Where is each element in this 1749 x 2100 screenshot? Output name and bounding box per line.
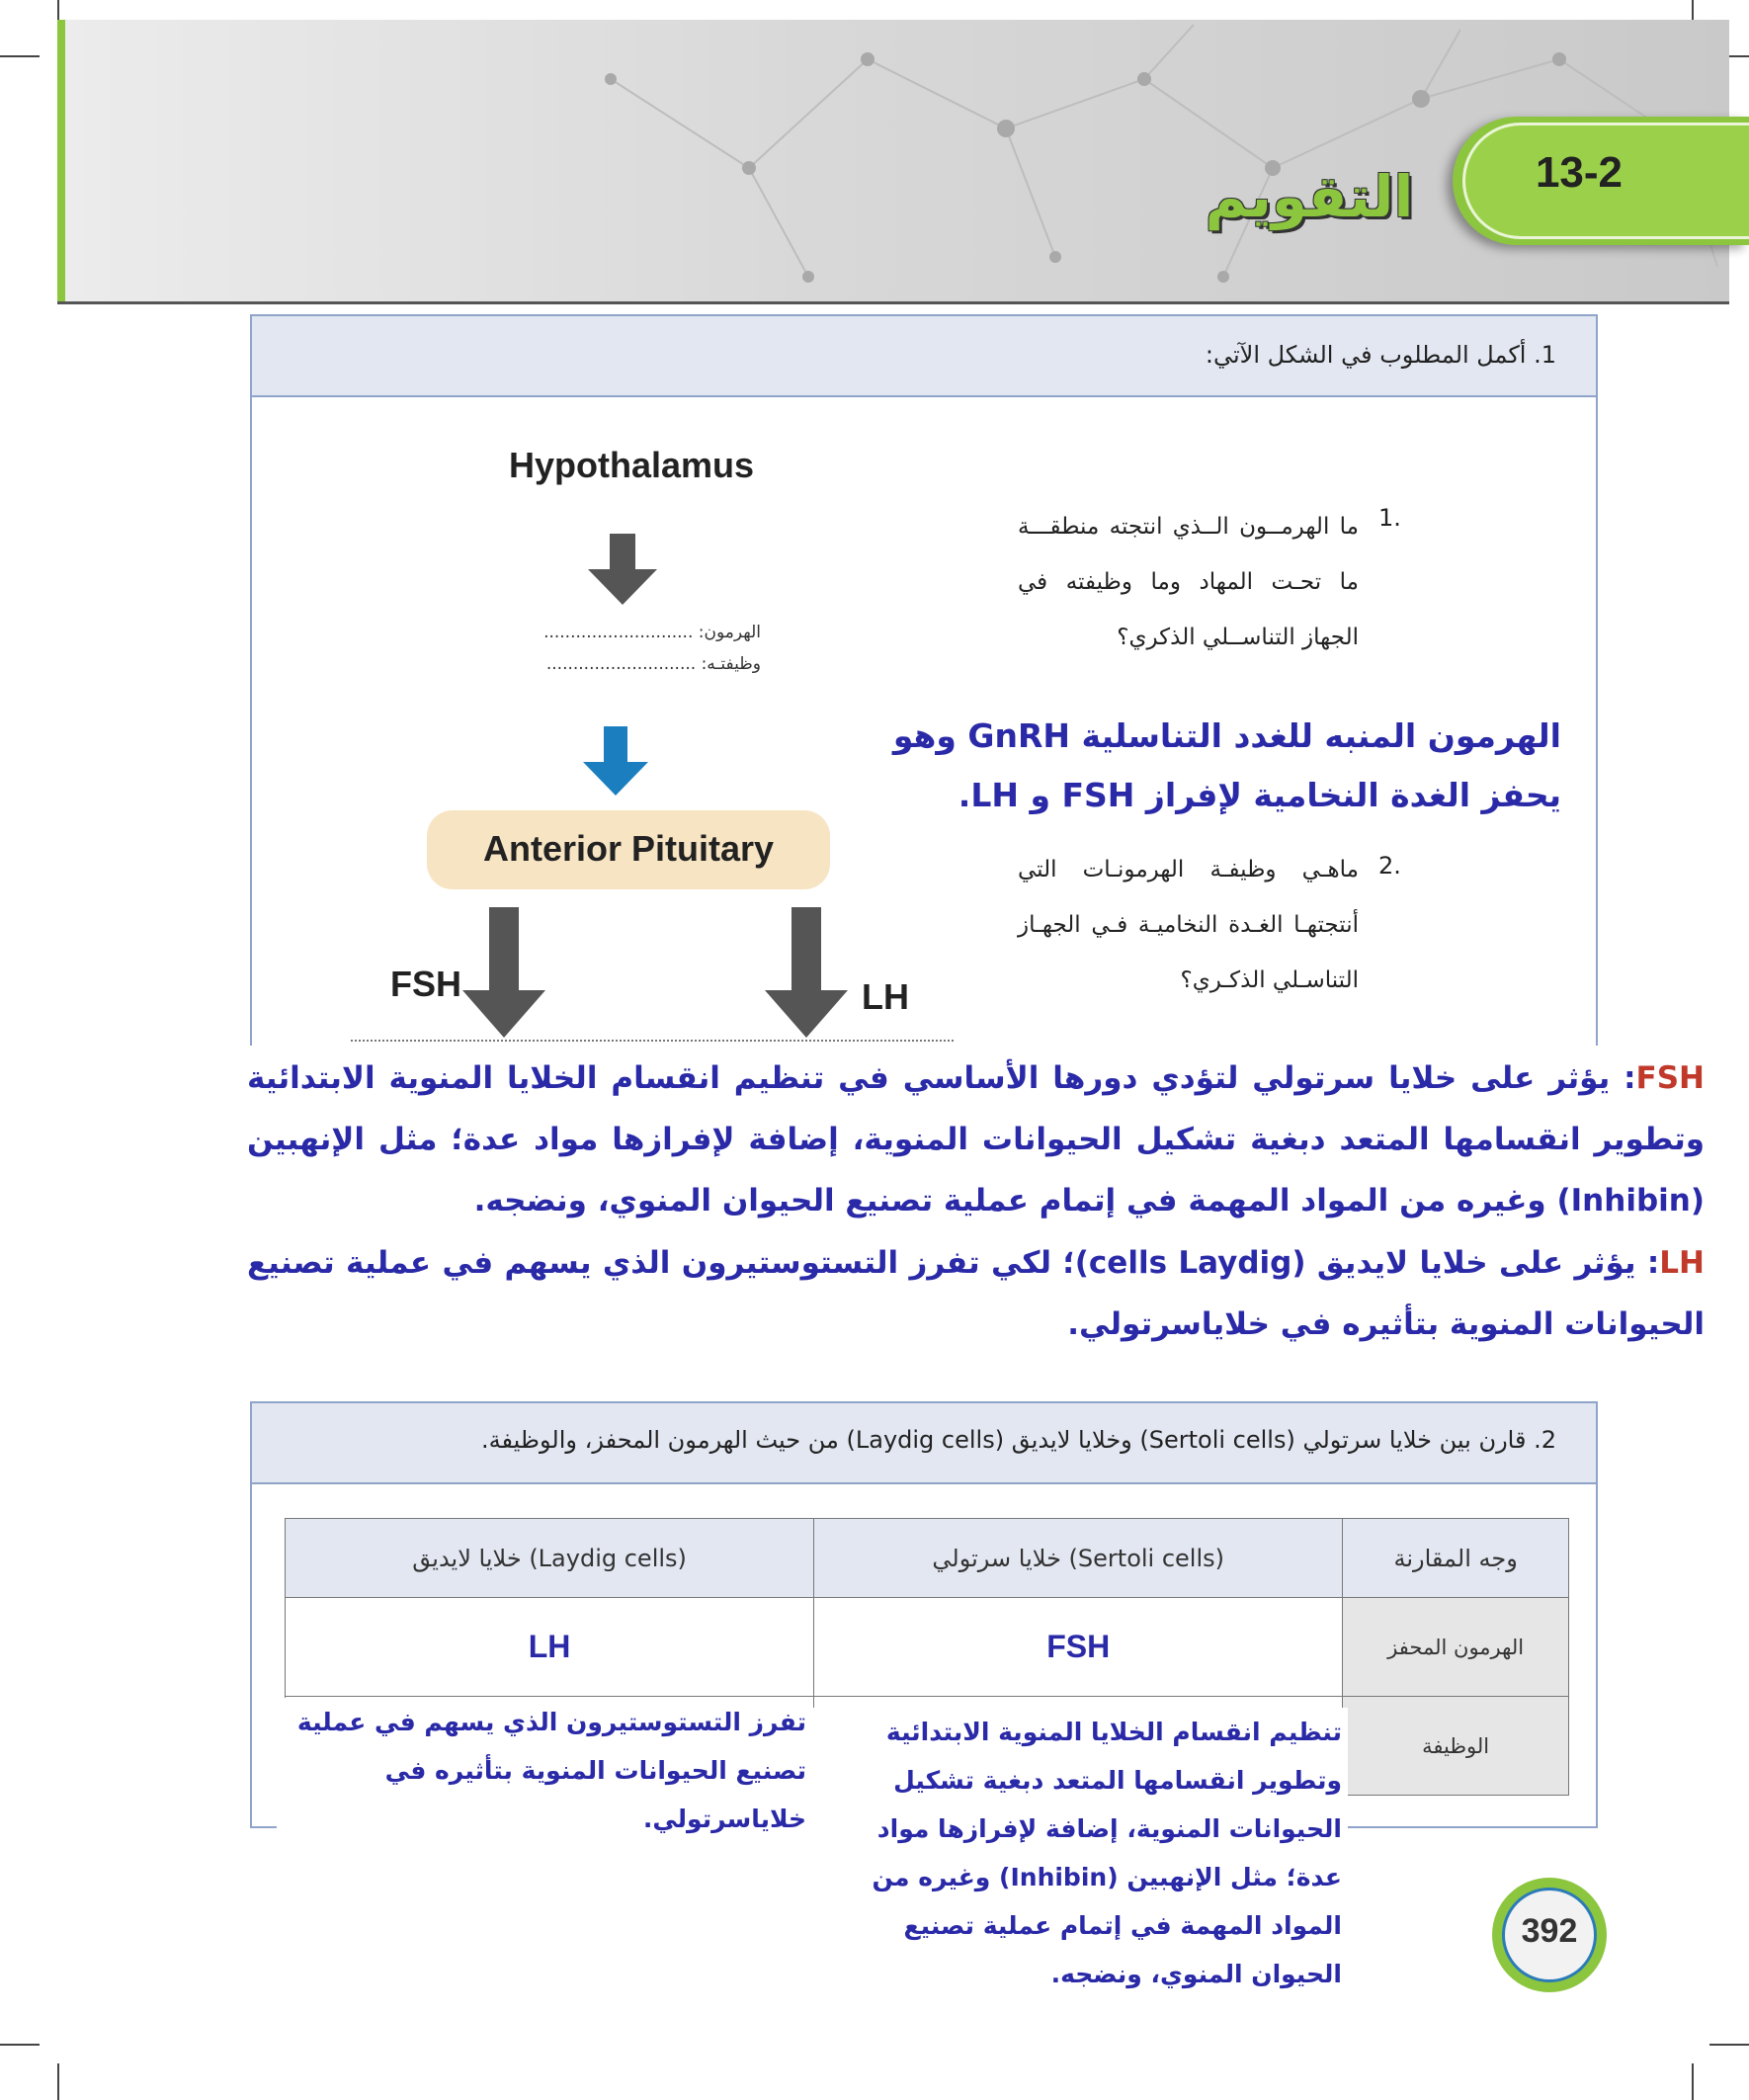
- anterior-pituitary-label: Anterior Pituitary: [482, 828, 775, 869]
- arrow-down-icon: [765, 907, 848, 1038]
- sub-question-1-number: 1.: [1378, 504, 1401, 532]
- sub-question-1-answer-line1: الهرمون المنبه للغدد التناسلية GnRH وهو: [892, 716, 1561, 755]
- answer-lh-label: LH: [1659, 1245, 1705, 1281]
- crop-mark: [1692, 2063, 1694, 2100]
- crop-mark: [0, 2044, 40, 2046]
- laydig-function-answer: تفرز التستوستيرون الذي يسهم في عملية تصنيع الحيوانات المنوية بتأثيره في خلاياسرتولي.: [277, 1698, 812, 1843]
- section-number: 13-2: [1535, 148, 1624, 197]
- sub-question-1-answer-line2: يحفز الغدة النخامية لإفراز FSH و LH.: [958, 776, 1561, 814]
- question-2-prompt: 2. قارن بين خلايا سرتولي (Sertoli cells) وخلايا لايديق (Laydig cells) من حيث الهرمون المحفز، والوظيفة.: [481, 1426, 1556, 1454]
- crop-mark: [1709, 2044, 1749, 2046]
- crop-mark: [57, 2063, 59, 2100]
- blank-hormone: الهرمون: ............................: [543, 623, 761, 642]
- arrow-down-icon: [588, 534, 657, 605]
- table-row-label-hormone: الهرمون المحفز: [1343, 1598, 1569, 1697]
- sub-question-1-text: ما الهرمــون الــذي انتجته منطقـــة ما تحـت المهاد وما وظيفته في الجهاز التناســلي الذكري؟: [1018, 514, 1359, 650]
- table-row-label-function: الوظيفة: [1343, 1697, 1569, 1796]
- answer-lh: [247, 1232, 1705, 1355]
- dotted-line: [351, 1040, 954, 1042]
- table-header-laydig: خلايا لايديق (Laydig cells): [286, 1519, 814, 1598]
- question-1-prompt: 1. أكمل المطلوب في الشكل الآتي:: [1205, 341, 1556, 369]
- table-cell-laydig-hormone: LH: [286, 1598, 814, 1697]
- diagram-hypothalamus-label: Hypothalamus: [509, 445, 755, 485]
- answer-fsh-label: FSH: [1635, 1060, 1705, 1096]
- table-cell-sertoli-hormone: FSH: [814, 1598, 1343, 1697]
- answer-lh-text: : يؤثر على خلايا لايديق (cells Laydig)؛ لكي تفرز التستوستيرون الذي يسهم في عملية تصنيع الحيوانات المنوية بتأثيره في خلاياسرتولي.: [247, 1245, 1705, 1342]
- table-header-sertoli: خلايا سرتولي (Sertoli cells): [814, 1519, 1343, 1598]
- answer-fsh-text: : يؤثر على خلايا سرتولي لتؤدي دورها الأساسي في تنظيم انقسام الخلايا المنوية الابتدائية وتطوير انقسامها المتعد دبغية تشكيل الحيوانات المنوية، إضافة لإفرازها مواد عدة؛ مثل الإنهبين (Inhibin) وغيره من المواد المهمة في إتمام عملية تصنيع الحيوان المنوي، ونضجه.: [247, 1060, 1705, 1218]
- page-number: 392: [1521, 1912, 1578, 1950]
- arrow-down-icon: [462, 907, 545, 1038]
- table-header-aspect: وجه المقارنة: [1343, 1519, 1569, 1598]
- sub-question-2-text: ماهـي وظيفـة الهرمونـات التي أنتجتهـا الغـدة النخاميـة فـي الجهـاز التناسـلي الذكـري؟: [1018, 857, 1359, 993]
- answer-fsh: [247, 1048, 1705, 1231]
- fsh-branch-label: FSH: [390, 964, 461, 1004]
- lh-branch-label: LH: [862, 976, 909, 1017]
- crop-mark: [0, 55, 40, 57]
- question-1-box: [250, 314, 1598, 1050]
- blank-function: وظيفتـه: ............................: [545, 654, 761, 674]
- section-title: التقويم: [1205, 163, 1414, 230]
- sub-question-2-number: 2.: [1378, 852, 1401, 880]
- sertoli-function-answer: تنظيم انقسام الخلايا المنوية الابتدائية وتطوير انقسامها المتعد دبغية تشكيل الحيوانات المنوية، إضافة لإفرازها مواد عدة؛ مثل الإنهبين (Inhibin) وغيره من المواد المهمة في إتمام عملية تصنيع الحيوان المنوي، ونضجه.: [812, 1708, 1348, 1998]
- arrow-down-icon: [583, 726, 648, 796]
